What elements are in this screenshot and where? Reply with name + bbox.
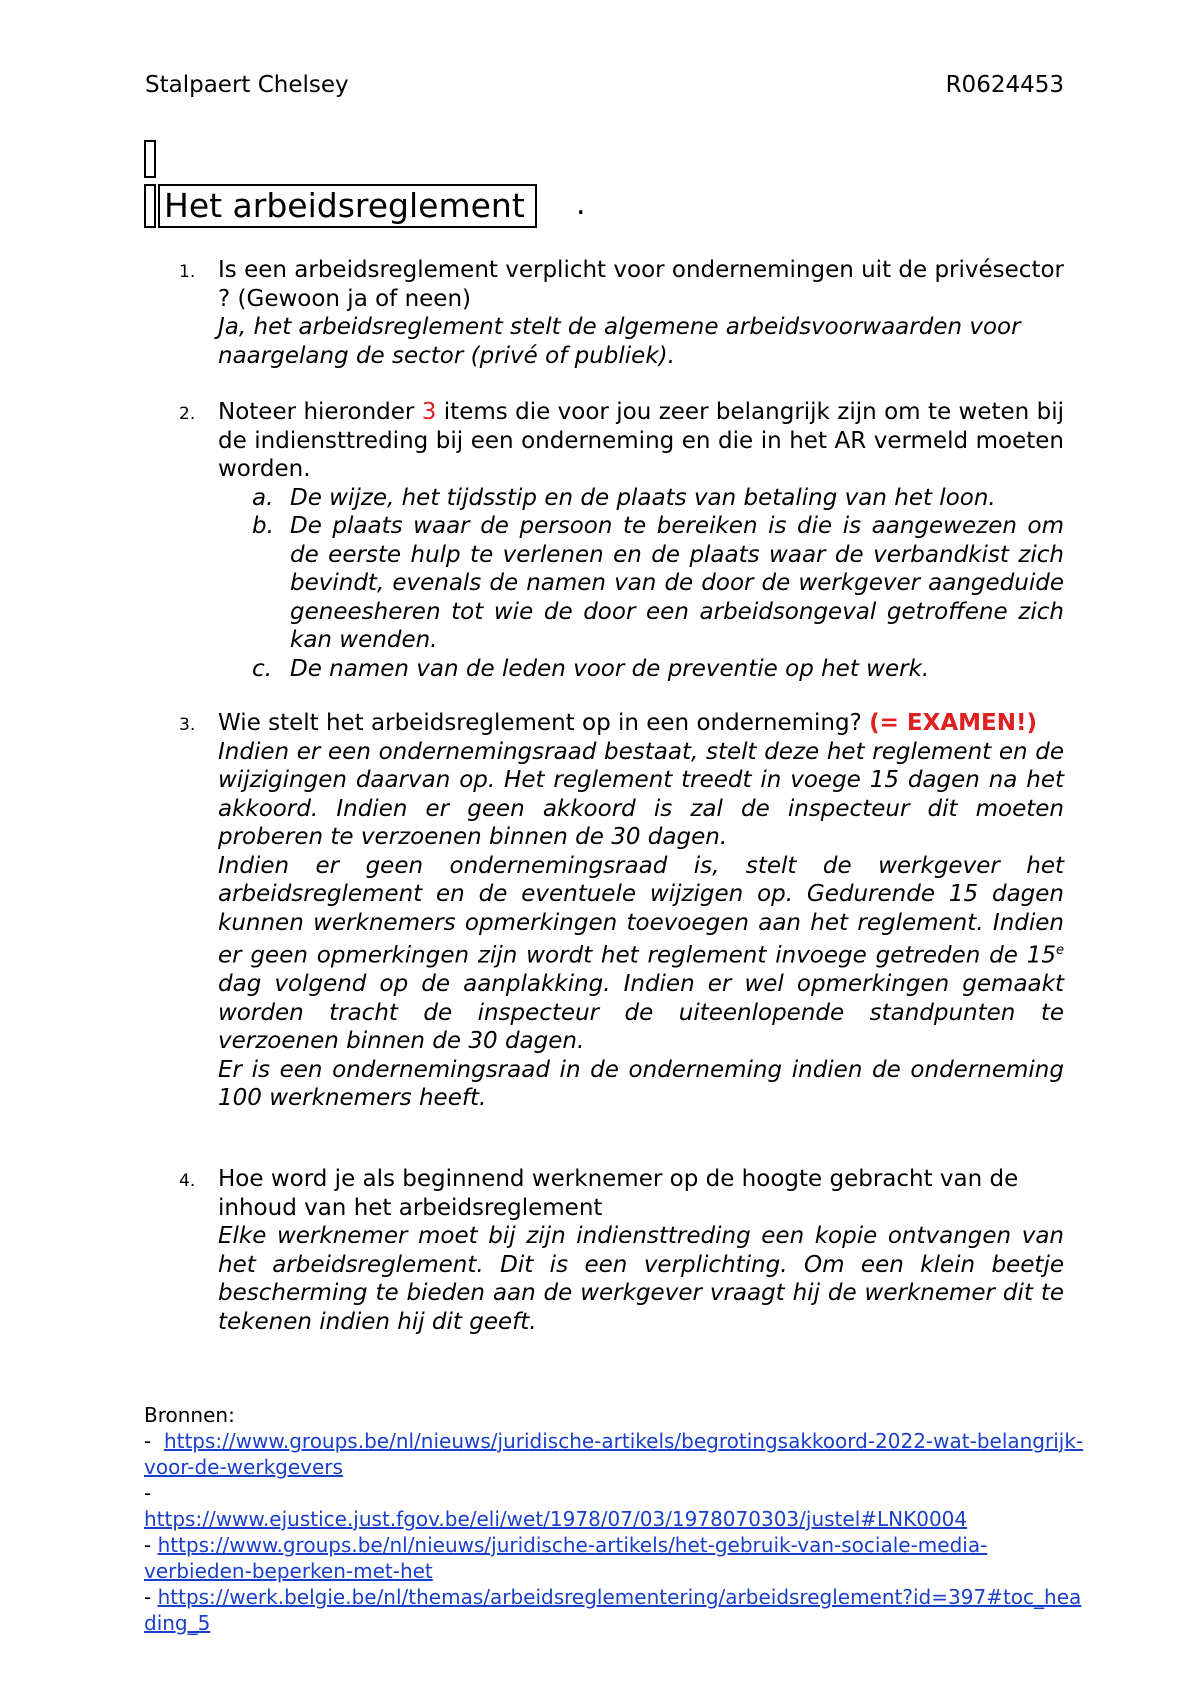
answer-text: Elke werknemer moet bij zijn indiensttreding een kopie ontvangen van het arbeidsreglement. Dit is een verplichting. Om een klein beetje bescherming te bieden aan de werkgever vraagt hij de werknemer dit te tekenen indien hij dit geeft.	[218, 1223, 1064, 1335]
question-2	[179, 398, 1064, 683]
source-link-2[interactable]: https://www.ejustice.just.fgov.be/eli/wet/1978/07/03/1978070303/justel#LNK0004	[144, 1507, 968, 1531]
ordinal-suffix: e	[1056, 943, 1064, 958]
source-entry	[144, 1532, 1084, 1584]
item-letter: a.	[252, 484, 274, 511]
source-entry	[144, 1428, 1084, 1480]
item-text: De namen van de leden voor de preventie op het werk.	[290, 655, 930, 682]
question-4	[179, 1165, 1064, 1336]
answer-paragraph	[218, 852, 1064, 1056]
question-text	[218, 398, 1064, 484]
source-link-4[interactable]: https://werk.belgie.be/nl/themas/arbeidsreglementering/arbeidsreglement?id=397#toc_heading_5	[144, 1585, 1082, 1635]
question-number: 2.	[179, 404, 196, 424]
question-3	[179, 709, 1064, 1113]
list-item	[218, 512, 1064, 655]
item-text: De wijze, het tijdsstip en de plaats van betaling van het loon.	[290, 484, 996, 511]
page-title: Het arbeidsreglement	[158, 184, 537, 228]
answer-paragraph: Er is een ondernemingsraad in de onderneming indien de onderneming 100 werknemers heeft.	[218, 1056, 1064, 1112]
list-item	[218, 484, 1064, 513]
answer-text-end: dag volgend op de aanplakking. Indien er wel opmerkingen gemaakt worden tracht de inspecteur de uiteenlopende standpunten te verzoenen binnen de 30 dagen.	[218, 971, 1064, 1055]
item-letter: c.	[252, 655, 272, 682]
question-text: Is een arbeidsreglement verplicht voor ondernemingen uit de privésector ? (Gewoon ja of neen)	[218, 257, 1064, 312]
answer-text-start: Indien er geen ondernemingsraad is, stelt de werkgever het arbeidsreglement en de eventuele wijzigen op. Gedurende 15 dagen kunnen werknemers opmerkingen toevoegen aan het reglement. Indien er geen opmerkingen zijn wordt het reglement invoege getreden de 15	[218, 852, 1064, 969]
question-text	[218, 709, 1064, 738]
question-number: 3.	[179, 715, 196, 735]
answer-text: Ja, het arbeidsreglement stelt de algemene arbeidsvoorwaarden voor naargelang de sector (privé of publiek).	[218, 314, 1021, 369]
item-letter: b.	[252, 513, 274, 539]
list-item	[218, 655, 1064, 684]
author-name: Stalpaert Chelsey	[145, 72, 349, 98]
answer-paragraph: Indien er een ondernemingsraad bestaat, stelt deze het reglement en de wijzigingen daarvan op. Het reglement treedt in voege 15 dagen na het akkoord. Indien er geen akkoord is zal de inspecteur dit moeten proberen te verzoenen binnen de 30 dagen.	[218, 738, 1064, 850]
exam-tag: (= EXAMEN!)	[869, 710, 1038, 736]
question-text: Hoe word je als beginnend werknemer op de hoogte gebracht van de inhoud van het arbeidsreglement	[218, 1166, 1019, 1221]
sources-label: Bronnen:	[144, 1403, 235, 1427]
source-link-1[interactable]: https://www.groups.be/nl/nieuws/juridische-artikels/begrotingsakkoord-2022-wat-belangrijk-voor-de-werkgevers	[144, 1429, 1084, 1479]
empty-paragraph-marker	[144, 140, 156, 178]
source-entry	[144, 1506, 1084, 1532]
question-number: 1.	[179, 262, 196, 282]
sources-section	[144, 1402, 1084, 1636]
source-link-3[interactable]: https://www.groups.be/nl/nieuws/juridische-artikels/het-gebruik-van-sociale-media-verbieden-beperken-met-het	[144, 1533, 988, 1583]
title-marker	[144, 184, 156, 228]
item-count: 3	[421, 399, 437, 425]
question-number: 4.	[179, 1171, 196, 1191]
item-text: De plaats waar de persoon te bereiken is die is aangewezen om de eerste hulp te verlenen en de plaats waar de verbandkist zich bevindt, evenals de namen van de door de werkgever aangeduide geneesheren tot wie de door een arbeidsongeval getroffene zich kan wenden.	[290, 513, 1064, 653]
source-entry	[144, 1584, 1084, 1636]
question-text-start: Noteer hieronder	[218, 399, 415, 425]
student-id: R0624453	[945, 72, 1064, 98]
question-text-end: items die voor jou zeer belangrijk zijn om te weten bij de indiensttreding bij een onderneming en die in het AR vermeld moeten worden.	[218, 399, 1064, 482]
list-dash: -	[144, 1533, 152, 1557]
question-text-main: Wie stelt het arbeidsreglement op in een onderneming?	[218, 710, 862, 736]
source-entry-dash: -	[144, 1481, 152, 1505]
list-dash: -	[144, 1429, 152, 1453]
question-1	[179, 256, 1064, 370]
list-dash: -	[144, 1585, 152, 1609]
title-suffix: .	[576, 187, 586, 222]
